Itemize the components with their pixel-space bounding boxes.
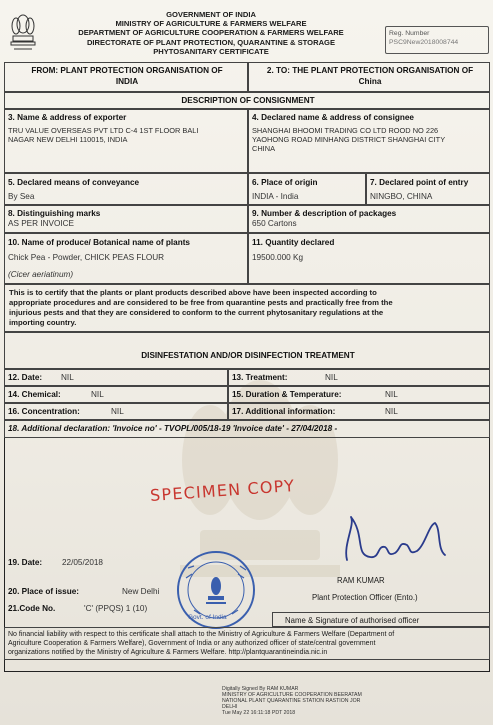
quantity-value: 19500.000 Kg <box>252 253 303 262</box>
digital-signature-line: NATIONAL PLANT QUARANTINE STATION RASTION JOR <box>222 698 361 704</box>
exporter-box <box>4 109 248 173</box>
liability-line: Agriculture Cooperation & Farmers Welfare), Government of India or any authorized officer of state/central government <box>8 640 376 647</box>
marks-label: 8. Distinguishing marks <box>8 209 101 218</box>
officer-name: RAM KUMAR <box>337 576 385 585</box>
botanical-name: (Cicer aeriatinum) <box>8 270 74 279</box>
treatment-date-label: 12. Date: <box>8 373 43 382</box>
reg-label: Reg. Number <box>389 30 430 37</box>
quantity-box <box>248 233 490 284</box>
liability-line: organizations notified by the Ministry of Agriculture & Farmers Welfare. http://plantquarantineindia.nic.in <box>8 649 328 656</box>
digital-signature-timestamp: Tue May 22 16:11:18 PDT 2018 <box>222 710 296 716</box>
code-number-value: 'C' (PPQS) 1 (10) <box>84 604 148 613</box>
produce-box <box>4 233 248 284</box>
marks-box <box>4 205 248 233</box>
to-label-country: China <box>358 77 382 86</box>
issue-date-value: 22/05/2018 <box>62 558 103 567</box>
produce-label: 10. Name of produce/ Botanical name of plants <box>8 238 190 247</box>
additional-declaration-box <box>4 420 490 438</box>
concentration-box <box>4 403 228 420</box>
entry-point-box <box>366 173 490 205</box>
exporter-address-line: NAGAR NEW DELHI 110015, INDIA <box>8 135 128 144</box>
marks-value: AS PER INVOICE <box>8 219 74 228</box>
place-of-issue-value: New Delhi <box>122 587 160 596</box>
treatment-type-box <box>228 369 490 386</box>
code-number-label: 21.Code No. <box>8 604 56 613</box>
header-line: DIRECTORATE OF PLANT PROTECTION, QUARANTINE & STORAGE <box>86 37 336 47</box>
registration-number-box <box>385 26 489 54</box>
header-line: GOVERNMENT OF INDIA <box>166 10 256 19</box>
certification-line: This is to certify that the plants or plant products described above have been inspected according to <box>9 288 377 297</box>
liability-line: No financial liability with respect to this certificate shall attach to the Ministry of Agriculture & Farmers Welfare (Department of <box>8 631 395 638</box>
quantity-label: 11. Quantity declared <box>252 238 335 247</box>
origin-box <box>248 173 366 205</box>
digital-signature-line: Digitally Signed By RAM KUMAR <box>222 686 299 692</box>
chemical-label: 14. Chemical: <box>8 390 61 399</box>
additional-info-value: NIL <box>385 407 398 416</box>
from-label: FROM: PLANT PROTECTION ORGANISATION OF <box>31 66 223 75</box>
produce-value: Chick Pea - Powder, CHICK PEAS FLOUR <box>8 253 165 262</box>
origin-label: 6. Place of origin <box>252 178 318 187</box>
packages-box <box>248 205 490 233</box>
liability-box <box>4 627 490 660</box>
header-block <box>40 10 382 56</box>
disinfestation-title: DISINFESTATION AND/OR DISINFECTION TREATMENT <box>141 351 355 360</box>
treatment-type-label: 13. Treatment: <box>232 373 288 382</box>
certification-line: appropriate procedures and are considered to be free from quarantine pests and practically free from the <box>9 298 393 307</box>
concentration-label: 16. Concentration: <box>8 407 80 416</box>
treatment-type-value: NIL <box>325 373 338 382</box>
conveyance-value: By Sea <box>8 192 35 201</box>
to-label: 2. TO: THE PLANT PROTECTION ORGANISATION OF <box>266 66 474 75</box>
from-label-country: INDIA <box>115 77 139 86</box>
conveyance-label: 5. Declared means of conveyance <box>8 178 140 187</box>
header-line: MINISTRY OF AGRICULTURE & FARMERS WELFARE <box>115 19 307 29</box>
additional-info-box <box>228 403 490 420</box>
reg-value: PSC9New2018008744 <box>389 39 459 46</box>
signature-caption: Name & Signature of authorised officer <box>285 616 420 625</box>
header-line: DEPARTMENT OF AGRICULTURE COOPERATION & FARMERS WELFARE <box>78 28 344 38</box>
officer-signature-icon <box>325 505 465 575</box>
additional-declaration: 18. Additional declaration: 'Invoice no' - TVOPL/005/18-19 'Invoice date' - 27/04/2018 - <box>8 424 338 433</box>
conveyance-box <box>4 173 248 205</box>
treatment-date-box <box>4 369 228 386</box>
duration-value: NIL <box>385 390 398 399</box>
digital-signature-line: DELHI <box>222 704 238 710</box>
officer-title: Plant Protection Officer (Ento.) <box>312 593 418 602</box>
treatment-date-value: NIL <box>61 373 74 382</box>
certification-line: importing country. <box>9 318 77 327</box>
specimen-copy-stamp: SPECIMEN COPY <box>149 475 296 506</box>
description-title-box <box>4 92 490 109</box>
exporter-label: 3. Name & address of exporter <box>8 113 127 122</box>
origin-value: INDIA - India <box>252 192 299 201</box>
stamp-caption: Govt. of India <box>188 614 227 621</box>
consignee-address-line: CHINA <box>252 144 275 153</box>
packages-label: 9. Number & description of packages <box>252 209 397 218</box>
consignee-label: 4. Declared name & address of consignee <box>252 113 414 122</box>
exporter-address-line: TRU VALUE OVERSEAS PVT LTD C-4 1ST FLOOR BALI <box>8 126 199 135</box>
digital-signature-line: MINISTRY OF AGRICULTURE COOPERATION BEERATAM <box>222 692 362 698</box>
consignee-box <box>248 109 490 173</box>
place-of-issue-label: 20. Place of issue: <box>8 587 79 596</box>
consignee-address-line: SHANGHAI BHOOMI TRADING CO LTD ROOD NO 226 <box>252 126 439 135</box>
disinfestation-title-box <box>4 332 490 369</box>
consignee-address-line: YAOHONG ROAD MINHANG DISTRICT SHANGHAI CITY <box>252 135 446 144</box>
national-emblem-icon <box>8 10 38 54</box>
chemical-value: NIL <box>91 390 104 399</box>
concentration-value: NIL <box>111 407 124 416</box>
header-line: PHYTOSANITARY CERTIFICATE <box>153 46 269 56</box>
duration-box <box>228 386 490 403</box>
certification-box <box>4 284 490 332</box>
signature-caption-box <box>272 612 490 627</box>
to-box <box>248 62 490 92</box>
additional-info-label: 17. Additional information: <box>232 407 336 416</box>
description-title: DESCRIPTION OF CONSIGNMENT <box>181 96 315 105</box>
entry-point-label: 7. Declared point of entry <box>370 178 469 187</box>
chemical-box <box>4 386 228 403</box>
duration-label: 15. Duration & Temperature: <box>232 390 342 399</box>
issue-date-label: 19. Date: <box>8 558 43 567</box>
from-box <box>4 62 248 92</box>
certification-line: injurious pests and that they are considered to conform to the current phytosanitary regulations at the <box>9 308 384 317</box>
entry-point-value: NINGBO, CHINA <box>370 192 433 201</box>
packages-value: 650 Cartons <box>252 219 297 228</box>
